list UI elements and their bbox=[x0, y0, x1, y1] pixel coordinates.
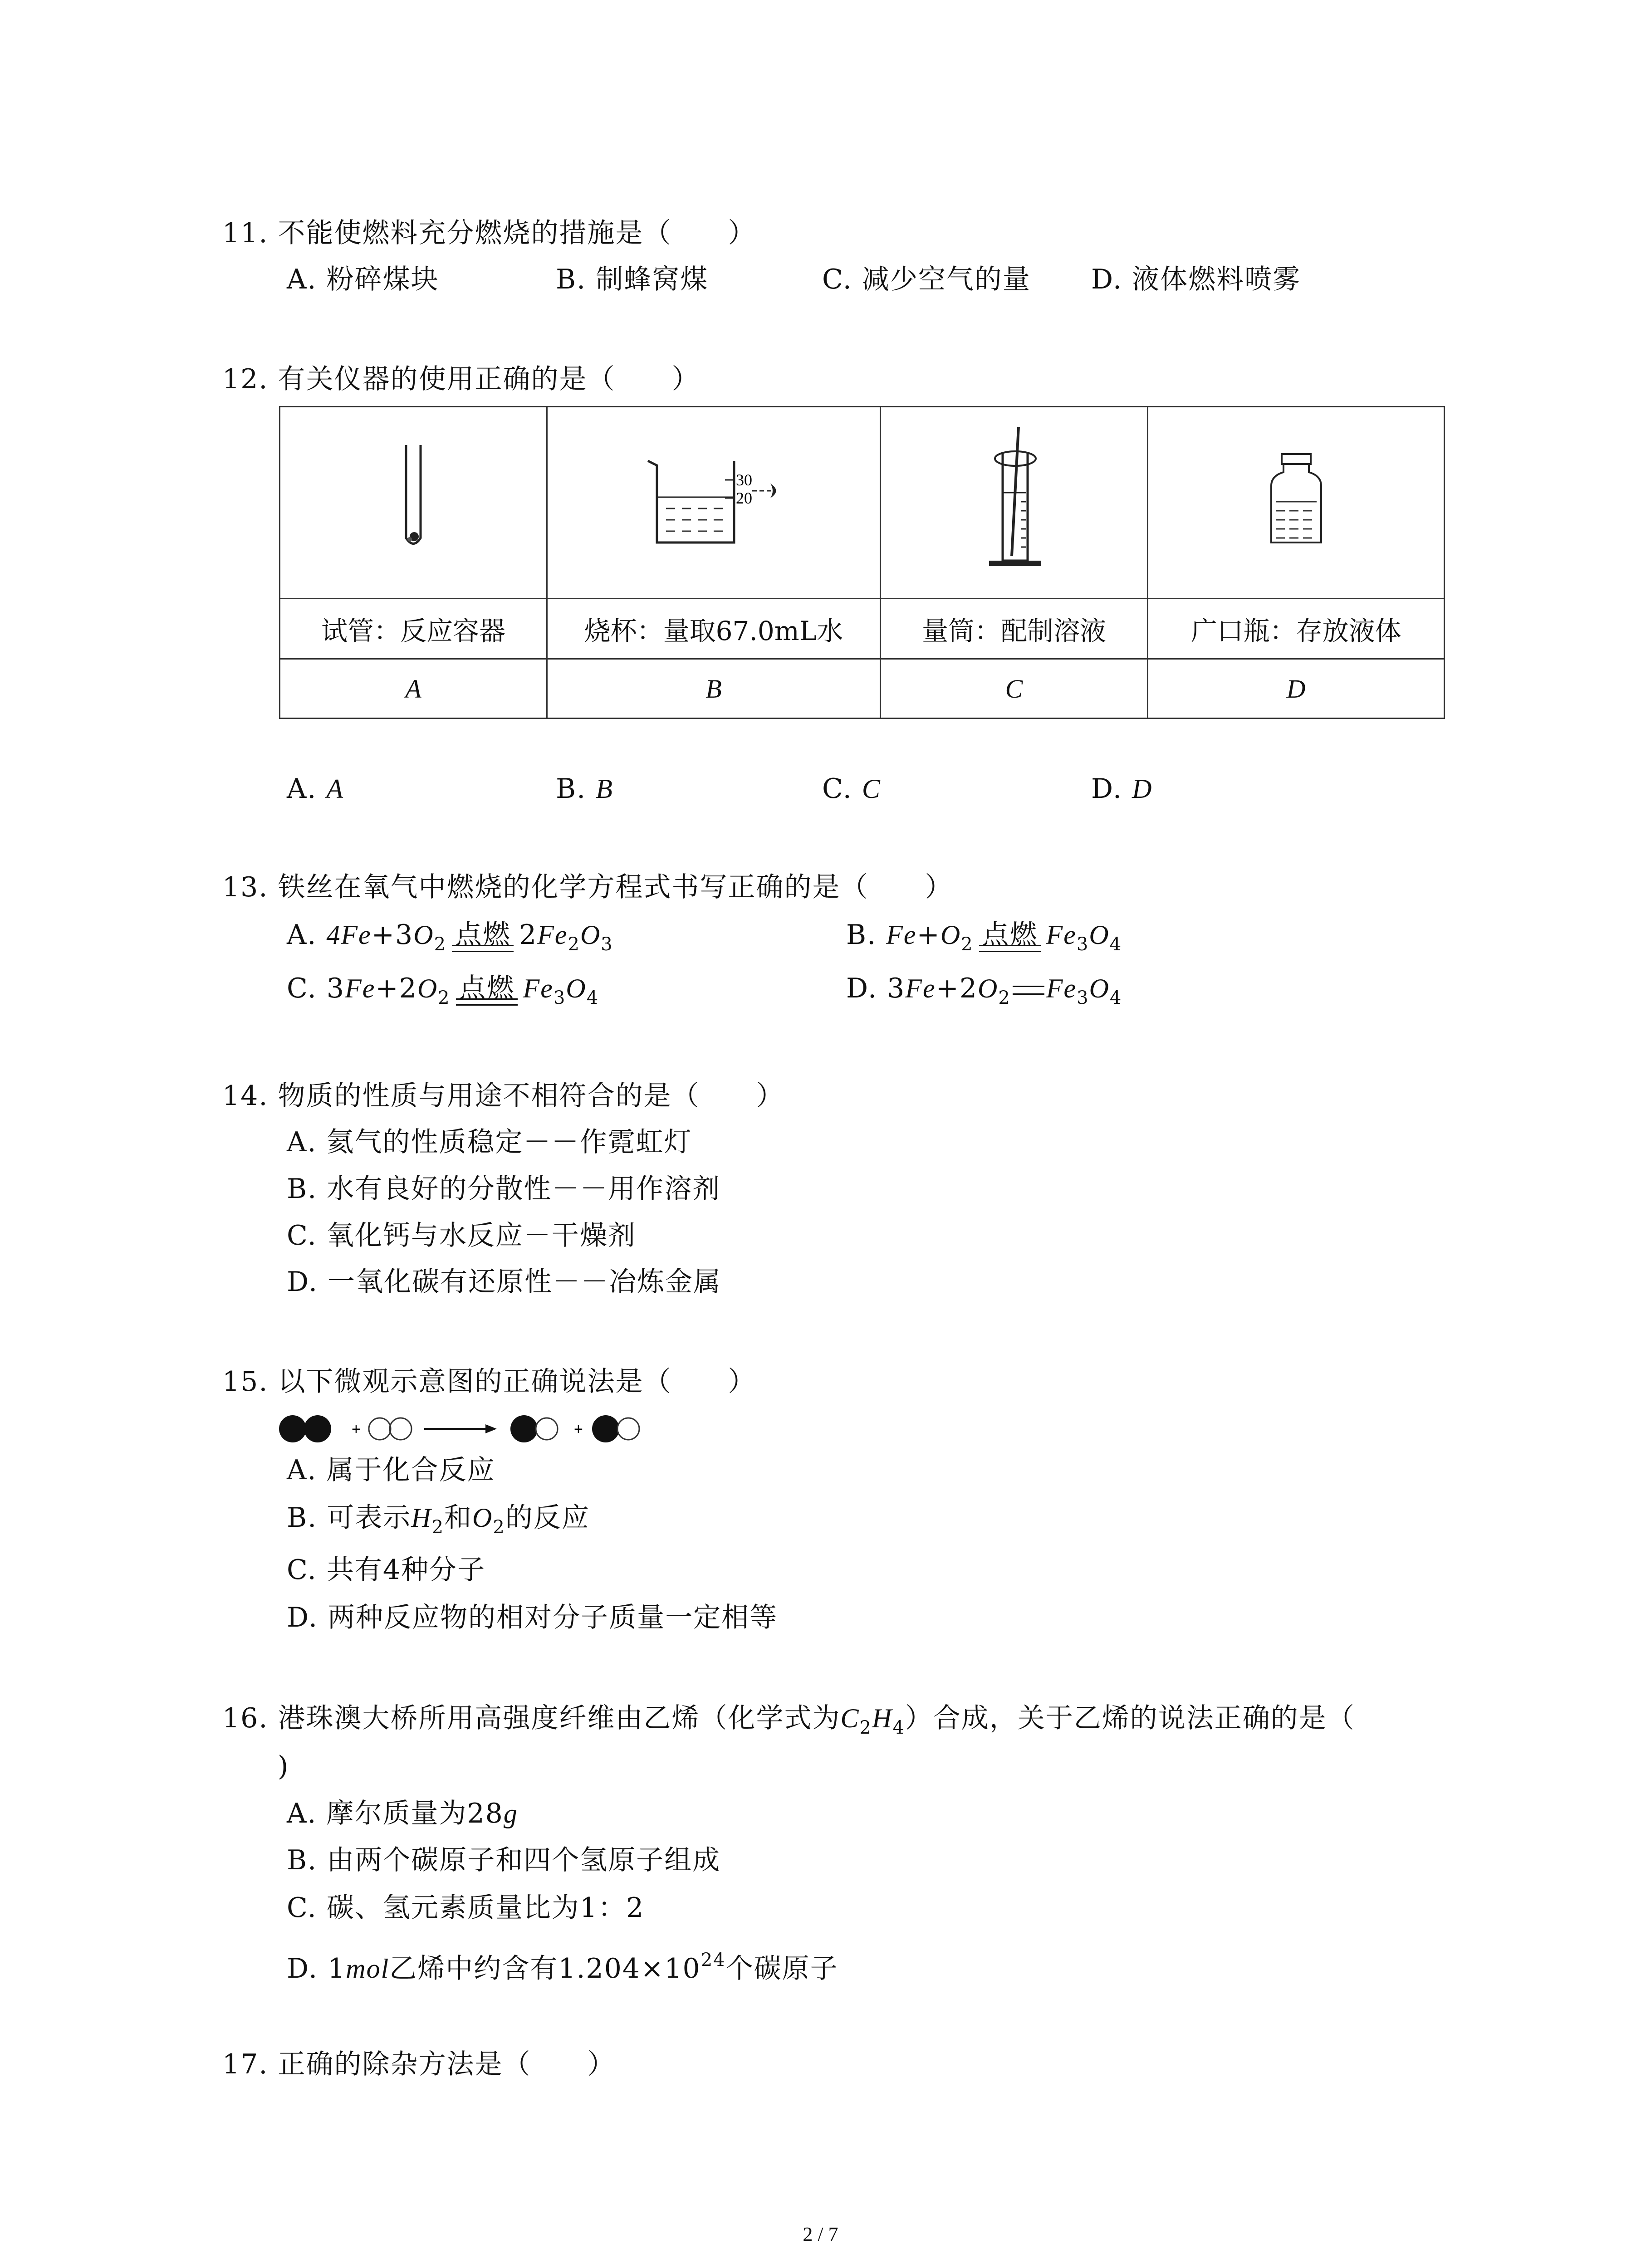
q12-option-b: B. B bbox=[556, 773, 613, 805]
graduated-cylinder-icon bbox=[975, 425, 1053, 574]
desc-c: 量筒：配制溶液 bbox=[880, 599, 1148, 659]
q11-option-b: B. 制蜂窝煤 bbox=[556, 264, 709, 295]
plus-sign-2: + bbox=[574, 1421, 583, 1438]
q11-stem: 11. 不能使燃料充分燃烧的措施是（ ） bbox=[222, 217, 756, 249]
q15-stem: 15. 以下微观示意图的正确说法是（ ） bbox=[222, 1366, 756, 1398]
q12-instrument-table bbox=[279, 406, 1445, 719]
q12-option-d: D. D bbox=[1091, 773, 1153, 805]
test-tube-icon bbox=[386, 440, 441, 558]
q13-stem: 13. 铁丝在氧气中燃烧的化学方程式书写正确的是（ ） bbox=[222, 871, 953, 903]
beaker-icon bbox=[639, 447, 789, 552]
q16-option-c: C. 碳、氢元素质量比为1：2 bbox=[287, 1892, 645, 1924]
test-tube-cell bbox=[280, 407, 547, 599]
beaker-cell bbox=[547, 407, 881, 599]
wide-mouth-bottle-icon bbox=[1264, 450, 1328, 549]
q13-option-d: D. $3Fe+2O_2$ $Fe_3O_4$ bbox=[846, 973, 1122, 1008]
page-number: 2 / 7 bbox=[803, 2223, 838, 2245]
letter-c: C bbox=[880, 659, 1148, 719]
beaker-mark-20: 20 bbox=[735, 489, 752, 507]
q14-option-c: C. 氧化钙与水反应－干燥剂 bbox=[287, 1220, 636, 1251]
q15-option-a: A. 属于化合反应 bbox=[287, 1454, 495, 1486]
q14-stem: 14. 物质的性质与用途不相符合的是（ ） bbox=[222, 1080, 784, 1112]
q13-option-a: A. $4Fe+3O_2$ 点燃 $2Fe_2O_3$ bbox=[287, 919, 613, 955]
q12-option-c: C. C bbox=[822, 773, 881, 805]
desc-b: 烧杯：量取67.0mL水 bbox=[547, 599, 881, 659]
q13-option-b: B. $Fe+O_2$ 点燃 $Fe_3O_4$ bbox=[846, 919, 1122, 955]
q12-option-a: A. A bbox=[287, 773, 344, 805]
q16-stem: 16. 港珠澳大桥所用高强度纤维由乙烯（化学式为$C_2H_4$）合成，关于乙烯的说法正确的是（ bbox=[222, 1702, 1355, 1738]
q16-option-a: A. 摩尔质量为28g bbox=[287, 1798, 518, 1829]
letter-b: B bbox=[547, 659, 881, 719]
graduated-cylinder-cell bbox=[880, 407, 1148, 599]
wide-mouth-bottle-cell bbox=[1148, 407, 1445, 599]
q16-option-b: B. 由两个碳原子和四个氢原子组成 bbox=[287, 1844, 721, 1876]
q11-option-d: D. 液体燃料喷雾 bbox=[1091, 264, 1301, 295]
q16-stem-cont: ) bbox=[278, 1750, 289, 1782]
q13-option-c: C. $3Fe+2O_2$ 点燃 $Fe_3O_4$ bbox=[287, 973, 599, 1008]
molecule-reaction-icon bbox=[279, 1411, 656, 1447]
desc-a: 试管：反应容器 bbox=[280, 599, 547, 659]
q17-stem: 17. 正确的除杂方法是（ ） bbox=[222, 2048, 616, 2080]
q14-option-d: D. 一氧化碳有还原性－－冶炼金属 bbox=[287, 1266, 722, 1298]
letter-d: D bbox=[1148, 659, 1445, 719]
q14-option-b: B. 水有良好的分散性－－用作溶剂 bbox=[287, 1173, 721, 1205]
q11-option-c: C. 减少空气的量 bbox=[822, 264, 1031, 295]
micro-reaction-diagram bbox=[279, 1411, 656, 1449]
q15-option-c: C. 共有4种分子 bbox=[287, 1554, 486, 1586]
q11-option-a: A. 粉碎煤块 bbox=[287, 264, 439, 295]
q16-option-d: D. 1mol乙烯中约含有$1.204\times 10^{24}$个碳原子 bbox=[287, 1950, 838, 1984]
q15-option-d: D. 两种反应物的相对分子质量一定相等 bbox=[287, 1602, 778, 1633]
plus-sign: + bbox=[352, 1421, 361, 1438]
q14-option-a: A. 氦气的性质稳定－－作霓虹灯 bbox=[287, 1126, 692, 1158]
letter-a: A bbox=[280, 659, 547, 719]
q12-stem: 12. 有关仪器的使用正确的是（ ） bbox=[222, 363, 700, 395]
q15-option-b: B. 可表示$H_2$和$O_2$的反应 bbox=[287, 1502, 590, 1538]
desc-d: 广口瓶：存放液体 bbox=[1148, 599, 1445, 659]
beaker-mark-30: 30 bbox=[735, 471, 752, 489]
